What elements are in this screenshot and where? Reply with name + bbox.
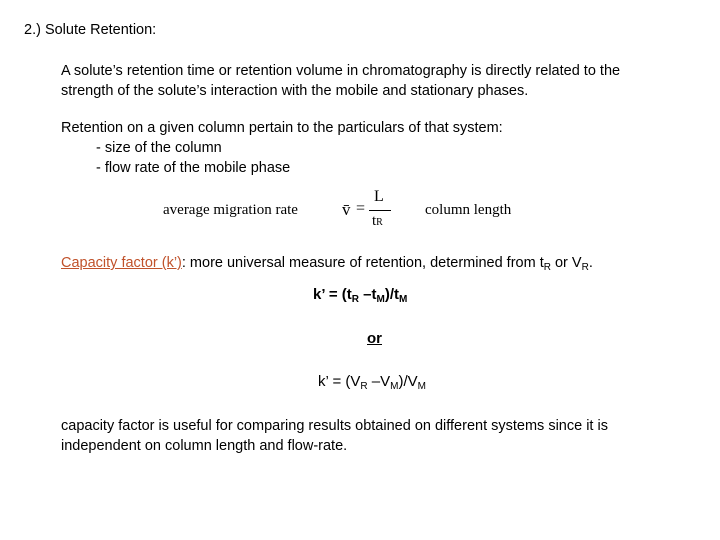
formula-left-label: average migration rate xyxy=(163,202,298,218)
capacity-factor-volume-equation: k’ = ($V_R$ $-V_M)/V_M$ xyxy=(318,373,426,392)
migration-rate-formula xyxy=(160,188,540,238)
column-particulars-paragraph xyxy=(61,118,503,178)
bullet-item: - flow rate of the mobile phase xyxy=(96,160,291,176)
formula-equals: = xyxy=(356,200,366,217)
capacity-factor-note-paragraph xyxy=(61,416,608,456)
or-separator: or xyxy=(367,330,382,347)
fraction-bar xyxy=(369,210,391,211)
bullet-item: - size of the column xyxy=(96,140,222,156)
paragraph-line: independent on column length and flow-rate. xyxy=(61,438,348,454)
paragraph-line: capacity factor is useful for comparing results obtained on different systems since it is xyxy=(61,418,608,434)
retention-definition-paragraph xyxy=(61,61,620,101)
paragraph-line: A solute’s retention time or retention volume in chromatography is directly related to the xyxy=(61,63,621,79)
capacity-factor-term: Capacity factor (k’) xyxy=(61,255,182,271)
formula-vbar: v̄ xyxy=(342,200,351,219)
paragraph-line: Retention on a given column pertain to the particulars of that system: xyxy=(61,120,503,136)
section-heading: 2.) Solute Retention: xyxy=(24,22,157,38)
capacity-factor-time-equation: k’ = ($t_R$ $-t_M)/t_M$ xyxy=(313,286,408,305)
formula-numerator: L xyxy=(374,188,384,205)
capacity-factor-line: Capacity factor (k’): more universal measure of retention, determined from $t_R$ or $V_R$. xyxy=(61,255,593,273)
paragraph-line: strength of the solute’s interaction with the mobile and stationary phases. xyxy=(61,83,529,99)
formula-denominator: tR xyxy=(372,213,383,229)
formula-right-label: column length xyxy=(425,202,512,218)
